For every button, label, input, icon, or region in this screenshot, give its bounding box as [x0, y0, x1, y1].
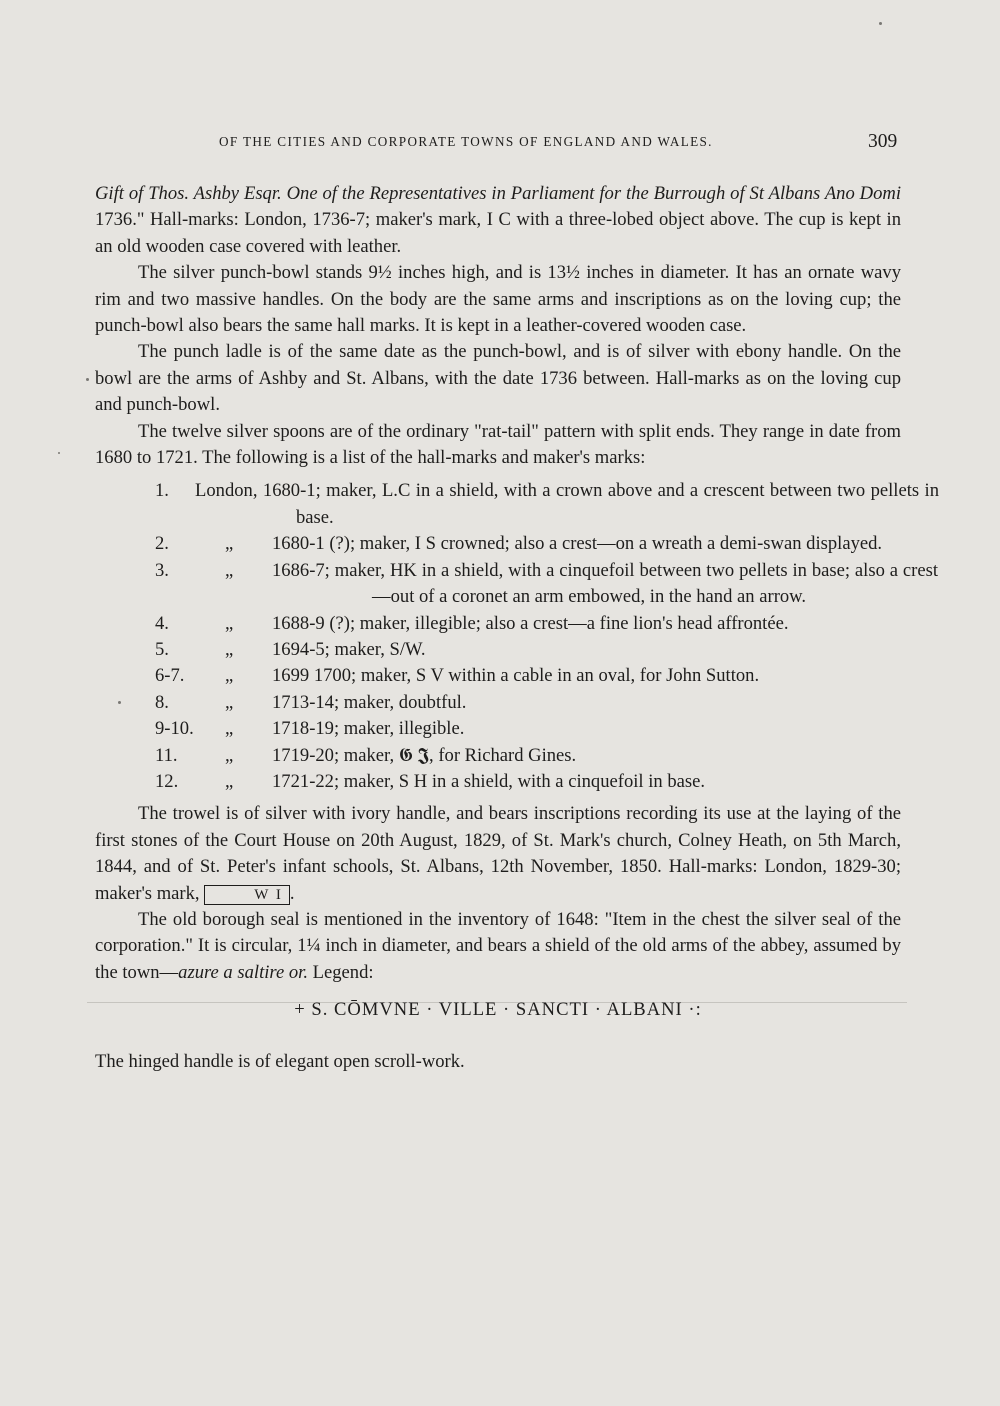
- page-header: [0, 131, 1000, 155]
- ditto-mark: „: [225, 533, 234, 555]
- item-text: 1694-5; maker, S/W.: [272, 638, 426, 660]
- paragraph-punch-bowl: The silver punch-bowl stands 9½ inches high, and is 13½ inches in diameter. It has an ornate wavy rim and two massive handles. On the body are the same arms and inscriptions as on the loving cup; the punch-bowl also bears the same hall marks. It is kept in a leather-covered wooden case.: [95, 262, 901, 337]
- paragraph-closing: The hinged handle is of elegant open scroll-work.: [95, 1051, 465, 1073]
- paragraph-trowel: [95, 801, 901, 907]
- page-number: 309: [868, 131, 898, 152]
- item-number: 1.: [155, 480, 169, 502]
- paper-speck: [879, 22, 882, 25]
- ditto-mark: „: [225, 612, 234, 634]
- seal-end: Legend:: [307, 961, 374, 983]
- paragraph-seal: [95, 907, 901, 986]
- list-item: [95, 478, 939, 531]
- inscription-rest: 1736." Hall-marks: London, 1736-7; maker's mark, I C with a three-lobed object above. The cup is kept in an old wooden case covered with leather.: [95, 209, 901, 257]
- item-number: 2.: [155, 533, 169, 555]
- paragraph-punch-ladle: The punch ladle is of the same date as the punch-bowl, and is of silver with ebony handle. On the bowl are the arms of Ashby and St. Albans, with the date 1736 between. Hall-marks as on the loving cup and punch-bowl.: [95, 341, 901, 416]
- paragraph-spoons: The twelve silver spoons are of the ordinary "rat-tail" pattern with split ends. They range in date from 1680 to 1721. The following is a list of the hall-marks and maker's marks:: [95, 420, 901, 469]
- item-text: 1680-1 (?); maker, I S crowned; also a crest—on a wreath a demi-swan displayed.: [272, 533, 883, 555]
- item-text: 1718-19; maker, illegible.: [272, 718, 465, 740]
- item-number: 3.: [155, 559, 169, 581]
- item-number: 5.: [155, 638, 169, 660]
- item-text: 1713-14; maker, doubtful.: [272, 691, 467, 713]
- trowel-text: The trowel is of silver with ivory handle, and bears inscriptions recording its use at the laying of the first stones of the Court House on 20th August, 1829, of St. Mark's church, Colney Heath, on 5th March, 1844, and of St. Peter's infant schools, St. Albans, 12th November, 1850. Hall-marks: London, 1829-30; maker's mark,: [95, 803, 901, 904]
- trowel-end: .: [289, 882, 295, 904]
- ditto-mark: „: [225, 691, 234, 713]
- item-text: 1699 1700; maker, S V within a cable in an oval, for John Sutton.: [272, 665, 760, 687]
- seal-text: The old borough seal is mentioned in the inventory of 1648: "Item in the chest the silver seal of the corporation." It is circular, 1¼ inch in diameter, and bears a shield of the old arms of the abbey, assumed by the town—: [95, 908, 901, 983]
- maker-mark-box: W I: [204, 885, 290, 905]
- item-text: 1686-7; maker, HK in a shield, with a cinquefoil between two pellets in base; also a crest—out of a coronet an arm embowed, in the hand an arrow.: [272, 559, 938, 608]
- paper-speck: [86, 378, 89, 381]
- seal-legend: + S. CŌMVNE · VILLE · SANCTI · ALBANI ·:: [294, 999, 702, 1021]
- running-head: OF THE CITIES AND CORPORATE TOWNS OF ENGLAND AND WALES.: [219, 134, 713, 149]
- seal-italic: azure a saltire or.: [178, 961, 308, 983]
- inscription-italic: Gift of Thos. Ashby Esqr. One of the Representatives in Parliament for the Burrough of St Albans Ano Domi: [95, 183, 901, 204]
- body-text: [95, 181, 939, 1076]
- item-number: 9-10.: [155, 718, 194, 740]
- item-number: 12.: [155, 770, 179, 792]
- ditto-mark: „: [225, 665, 234, 687]
- paper-speck: [118, 701, 121, 704]
- item-number: 6-7.: [155, 665, 185, 687]
- list-item: [95, 769, 901, 795]
- item-text: 1688-9 (?); maker, illegible; also a crest—a fine lion's head affrontée.: [272, 612, 789, 634]
- item-text: 1721-22; maker, S H in a shield, with a cinquefoil in base.: [272, 770, 706, 792]
- ditto-mark: „: [225, 718, 234, 740]
- list-item: [95, 663, 901, 689]
- list-item: [95, 690, 901, 716]
- list-item: [95, 558, 938, 611]
- paragraph-inscription: [95, 181, 901, 260]
- item-number: 11.: [155, 744, 178, 766]
- list-item: [95, 531, 901, 557]
- ditto-mark: „: [225, 770, 234, 792]
- item-number: 4.: [155, 612, 169, 634]
- list-item: [95, 637, 901, 663]
- paper-speck: [58, 452, 60, 454]
- hallmark-list: [95, 478, 939, 795]
- ditto-mark: „: [225, 559, 234, 581]
- list-item: [95, 743, 901, 769]
- item-text: 1719-20; maker, 𝕲 𝕵, for Richard Gines.: [272, 744, 577, 766]
- list-item: [95, 611, 901, 637]
- item-text: London, 1680-1; maker, L.C in a shield, with a crown above and a crescent between two pellets in base.: [195, 480, 939, 528]
- item-number: 8.: [155, 691, 169, 713]
- list-item: [95, 716, 901, 742]
- ditto-mark: „: [225, 638, 234, 660]
- ditto-mark: „: [225, 744, 234, 766]
